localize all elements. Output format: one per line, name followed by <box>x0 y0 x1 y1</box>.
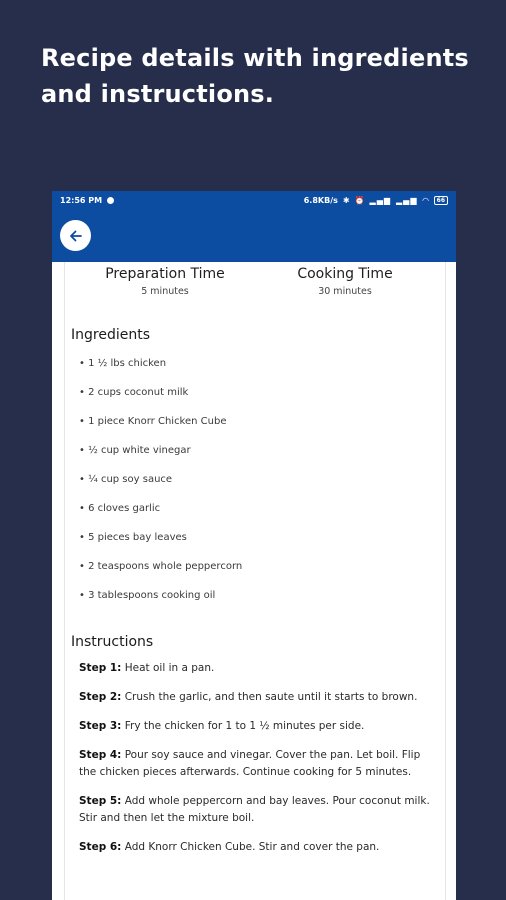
wifi-icon: ◠ <box>422 196 429 205</box>
instruction-step <box>79 718 431 735</box>
prep-time-value: 5 minutes <box>141 286 189 297</box>
battery-icon: 66 <box>434 196 448 205</box>
cook-time-value: 30 minutes <box>318 286 372 297</box>
step-label: Step 2: <box>79 691 122 703</box>
bluetooth-icon: ✱ <box>342 196 350 205</box>
list-item: • 2 cups coconut milk <box>79 387 189 398</box>
network-speed: 6.8KB/s <box>303 196 338 205</box>
list-item: • 3 tablespoons cooking oil <box>79 590 216 601</box>
instruction-step <box>79 793 431 827</box>
list-item: • 1 piece Knorr Chicken Cube <box>79 416 227 427</box>
instruction-step <box>79 747 431 781</box>
prep-time <box>100 266 230 297</box>
instruction-step <box>79 689 431 706</box>
list-item: • ¼ cup soy sauce <box>79 474 173 485</box>
back-button[interactable] <box>60 220 91 251</box>
step-label: Step 6: <box>79 841 122 853</box>
step-label: Step 4: <box>79 749 122 761</box>
step-text: Add whole peppercorn and bay leaves. Pour coconut milk. Stir and then let the mixture boil. <box>79 795 430 824</box>
step-label: Step 1: <box>79 662 122 674</box>
step-text: Crush the garlic, and then saute until it starts to brown. <box>121 691 418 703</box>
status-bar <box>52 191 456 210</box>
signal-icon-2: ▂▄▆ <box>396 196 418 205</box>
ingredients-list <box>79 349 445 610</box>
signal-icon: ▂▄▆ <box>369 196 392 205</box>
step-label: Step 5: <box>79 795 122 807</box>
status-time: 12:56 PM <box>60 196 103 205</box>
time-summary <box>65 262 445 297</box>
instructions-list <box>79 660 431 856</box>
list-item: • 5 pieces bay leaves <box>79 532 187 543</box>
instruction-step <box>79 839 431 856</box>
list-item: • 1 ½ lbs chicken <box>79 358 167 369</box>
step-text: Add Knorr Chicken Cube. Stir and cover the pan. <box>121 841 380 853</box>
cook-time <box>280 266 410 297</box>
ingredients-heading: Ingredients <box>71 327 150 343</box>
notification-icon <box>107 197 114 204</box>
promo-headline: Recipe details with ingredients and instructions. <box>41 44 469 108</box>
app-bar <box>52 210 456 262</box>
list-item: • 2 teaspoons whole peppercorn <box>79 561 243 572</box>
instruction-step <box>79 660 431 677</box>
step-text: Heat oil in a pan. <box>121 662 215 674</box>
phone-screen <box>52 191 456 900</box>
step-label: Step 3: <box>79 720 122 732</box>
step-text: Fry the chicken for 1 to 1 ½ minutes per side. <box>121 720 365 732</box>
recipe-detail-card <box>64 262 446 900</box>
cook-time-label: Cooking Time <box>297 266 393 282</box>
instructions-heading: Instructions <box>71 634 154 650</box>
step-text: Pour soy sauce and vinegar. Cover the pan. Let boil. Flip the chicken pieces afterwards. Continue cooking for 5 minutes. <box>79 749 421 778</box>
alarm-icon: ⏰ <box>354 196 365 205</box>
list-item: • 6 cloves garlic <box>79 503 161 514</box>
list-item: • ½ cup white vinegar <box>79 445 191 456</box>
prep-time-label: Preparation Time <box>105 266 225 282</box>
arrow-left-icon <box>68 228 84 244</box>
